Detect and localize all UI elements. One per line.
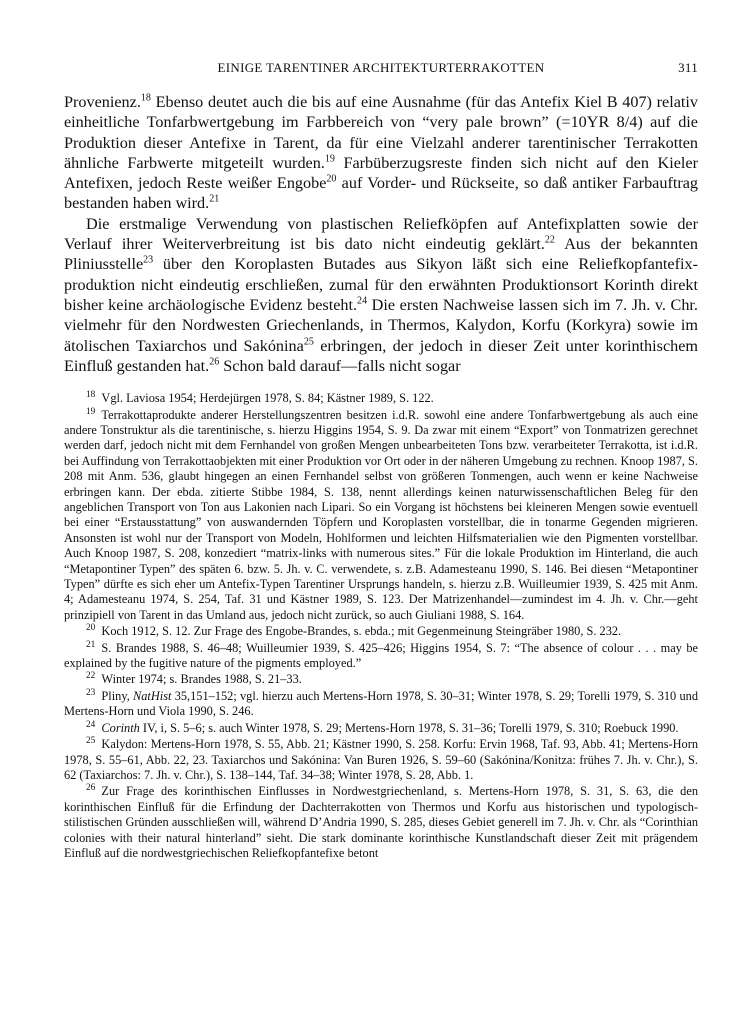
footnote-ref: 20 — [326, 173, 337, 185]
footnote-number: 26 — [86, 783, 96, 794]
footnote-number: 21 — [86, 639, 96, 650]
footnote-ref: 24 — [357, 295, 368, 307]
italic-title: Corinth — [101, 720, 140, 735]
text-run: IV, i, S. 5–6; s. auch Winter 1978, S. 29; Mertens-Horn 1978, S. 31–36; Torelli 1979, S. 310; Roebuck 1990. — [139, 720, 679, 735]
text-run: Schon bald darauf—falls nicht sogar — [219, 356, 461, 375]
footnote-number: 19 — [86, 406, 96, 417]
footnote-number: 20 — [86, 623, 96, 634]
footnote-20 — [64, 624, 698, 639]
footnote-number: 22 — [86, 671, 96, 682]
italic-title: NatHist — [133, 688, 172, 703]
footnote-22 — [64, 672, 698, 687]
footnote-26 — [64, 784, 698, 861]
footnote-ref: 18 — [140, 92, 151, 104]
footnote-number: 23 — [86, 687, 96, 698]
text-run: 35,151–152; vgl. hierzu auch Mertens-Horn 1978, S. 30–31; Winter 1978, S. 29; Torelli 1979, S. 310 und Mertens-Horn und Viola 1990, S. 246. — [64, 688, 698, 719]
main-text — [64, 92, 698, 376]
page — [64, 60, 698, 862]
text-run: Winter 1974; s. Brandes 1988, S. 21–33. — [101, 672, 302, 687]
text-run: Ebenso deutet auch die bis auf eine Ausnahme (für das Antefix Kiel B 407) relativ einheitliche Tonfarbwertgebung im Farbbereich von “very pale brown” (=10YR 8/4) auf die Produktion dieser Antefixe in Tarent, da für eine Vielzahl anderer tarentinischer Terrakotten ähnliche Farbwerte mitgeteilt wurden. — [64, 93, 698, 172]
footnote-ref: 25 — [303, 336, 314, 348]
running-header — [64, 60, 698, 82]
running-title: EINIGE TARENTINER ARCHITEKTURTERRAKOTTEN — [217, 60, 545, 75]
text-run: Die erstmalige Verwendung von plastischen Reliefköpfen auf Antefixplatten sowie der Verlauf ihrer Weiterverbreitung ist bis dato nicht eindeutig geklärt. — [64, 214, 698, 254]
text-run: S. Brandes 1988, S. 46–48; Wuilleumier 1939, S. 425–426; Higgins 1954, S. 7: “The absence of colour . . . may be explained by the fugitive nature of the pigments employed.” — [64, 640, 698, 671]
footnote-number: 24 — [86, 719, 96, 730]
footnote-number: 18 — [86, 390, 96, 401]
text-run: Aus der bekannten Pliniusstelle — [64, 235, 698, 274]
text-run: Farbüberzugsreste finden sich nicht auf den Kieler Antefixen, jedoch Reste weißer Engobe — [64, 153, 698, 193]
footnote-ref: 19 — [324, 153, 335, 165]
text-run: über den Koroplasten Butades aus Sikyon läßt sich eine Reliefkopfantefixproduktion nicht eindeutig erschließen, zumal für den erwähnten Produktionsort Korinth direkt bisher keine archäologische Evidenz besteht. — [64, 255, 698, 314]
text-run: Koch 1912, S. 12. Zur Frage des Engobe-Brandes, s. ebda.; mit Gegenmeinung Steingräber 1980, S. 232. — [101, 624, 622, 639]
footnote-ref: 26 — [209, 356, 220, 368]
text-run: Pliny, — [101, 688, 134, 703]
paragraph-2 — [64, 214, 698, 376]
text-run: Provenienz. — [64, 93, 141, 111]
page-number: 311 — [678, 60, 698, 75]
footnote-25 — [64, 737, 698, 783]
text-run: Vgl. Laviosa 1954; Herdejürgen 1978, S. 84; Kästner 1989, S. 122. — [101, 391, 434, 406]
footnote-21 — [64, 641, 698, 672]
footnote-24 — [64, 721, 698, 736]
text-run: Zur Frage des korinthischen Einflusses in Nordwestgriechenland, s. Mertens-Horn 1978, S. 31, S. 63, die den korinthischen Einfluß für die Erfindung der Dachterrakotten von Thermos und Korfu aus historischen und typologisch-stilistischen Gründen ausschließen will, während D’Andria 1990, S. 285, dieses Gebiet generell im 7. Jh. v. Chr. als “Corinthian colonies with their natural hinterland” sieht. Die stark dominante korinthische Kunstlandschaft dieser Zeit mit prägendem Einfluß auf die nordwestgriechischen Reliefkopfantefixe betont — [64, 784, 698, 860]
footnote-ref: 22 — [544, 234, 555, 246]
footnote-19 — [64, 408, 698, 624]
text-run: Die ersten Nachweise lassen sich im 7. Jh. v. Chr. vielmehr für den Nordwesten Griechenlands, in Thermos, Kalydon, Korfu (Korkyra) sowie im ätolischen Taxiarchos und Sakónina — [64, 295, 698, 355]
text-run: auf Vorder- und Rückseite, so daß antiker Farbauftrag bestanden haben wird. — [64, 174, 699, 213]
paragraph-1 — [64, 92, 698, 214]
footnote-ref: 21 — [209, 194, 220, 206]
footnote-23 — [64, 689, 698, 720]
footnotes — [64, 391, 698, 861]
text-run: Terrakottaprodukte anderer Herstellungszentren besitzen i.d.R. sowohl eine andere Tonfarbwertgebung als auch eine andere Tonstruktur als die tarentinische, s. hierzu Higgins 1954, S. 9. Da zwar mit einem “Export” von Tonmatrizen gerechnet werden darf, jedoch nicht mit dem Fernhandel von großen Mengen unbearbeiteten Tons bzw. verarbeiteter Terrakotta, ist i.d.R. bei Auffindung von Terrakottaobjekten mit einer Produktion vor Ort oder in der näheren Umgebung zu rechnen. Knoop 1987, S. 208 mit Anm. 536, glaubt hingegen an einen Fernhandel selbst von größeren Tonmengen, auch wenn er keine Nachweise erbringen kann. Der ebda. zitierte Stibbe 1984, S. 138, nennt allerdings keinen naturwissenschaftlichen Beleg für den angeblichen Transport von Ton aus Lakonien nach Lipari. So ein Vorgang ist höchstens bei kleineren Mengen sowie eventuell bei einer “Erstausstattung” von auswandernden Töpfern und Koroplasten vorstellbar, die in tonarme Gegenden migrieren. Ansonsten ist wohl nur der Transport von Modeln, Hohlformen und leichten Hilfsmaterialien wie den Pigmenten vorstellbar. Auch Knoop 1987, S. 208, konzediert “matrix-links with numerous sites.” Für die lokale Produktion im Hinterland, die auch “Metapontiner Typen” des späten 6. bzw. 5. Jh. v. C. verwendete, s. z.B. Adamesteanu 1990, S. 146. Bei diesen “Metapontiner Typen” dürfte es sich eher um Antefix-Typen Tarentiner Ursprungs handeln, s. hierzu z.B. Wuilleumier 1939, S. 425 mit Anm. 4; Adamesteanu 1974, S. 254, Taf. 31 und Kästner 1989, S. 123. Der Matrizenhandel—zumindest im 4. Jh. v. Chr.—geht prinzipiell von Tarent in das Umland aus, jedoch nicht zurück, so auch Giuliani 1988, S. 164. — [64, 407, 698, 622]
footnote-number: 25 — [86, 735, 96, 746]
text-run: Kalydon: Mertens-Horn 1978, S. 55, Abb. 21; Kästner 1990, S. 258. Korfu: Ervin 1968, Taf. 93, Abb. 41; Mertens-Horn 1978, S. 55–61, Abb. 22, 23. Taxiarchos und Sakónina: Van Buren 1926, S. 59–60 (Sakónina/Konitza: frühes 7. Jh. v. Chr.), S. 62 (Taxiarchos: 7. Jh. v. Chr.), S. 138–144, Taf. 34–38; Winter 1978, S. 28, Abb. 1. — [64, 737, 698, 782]
footnote-ref: 23 — [143, 254, 154, 266]
footnote-18 — [64, 391, 698, 406]
text-run: erbringen, der jedoch in dieser Zeit unter korinthischem Einfluß gestanden hat. — [64, 336, 699, 375]
